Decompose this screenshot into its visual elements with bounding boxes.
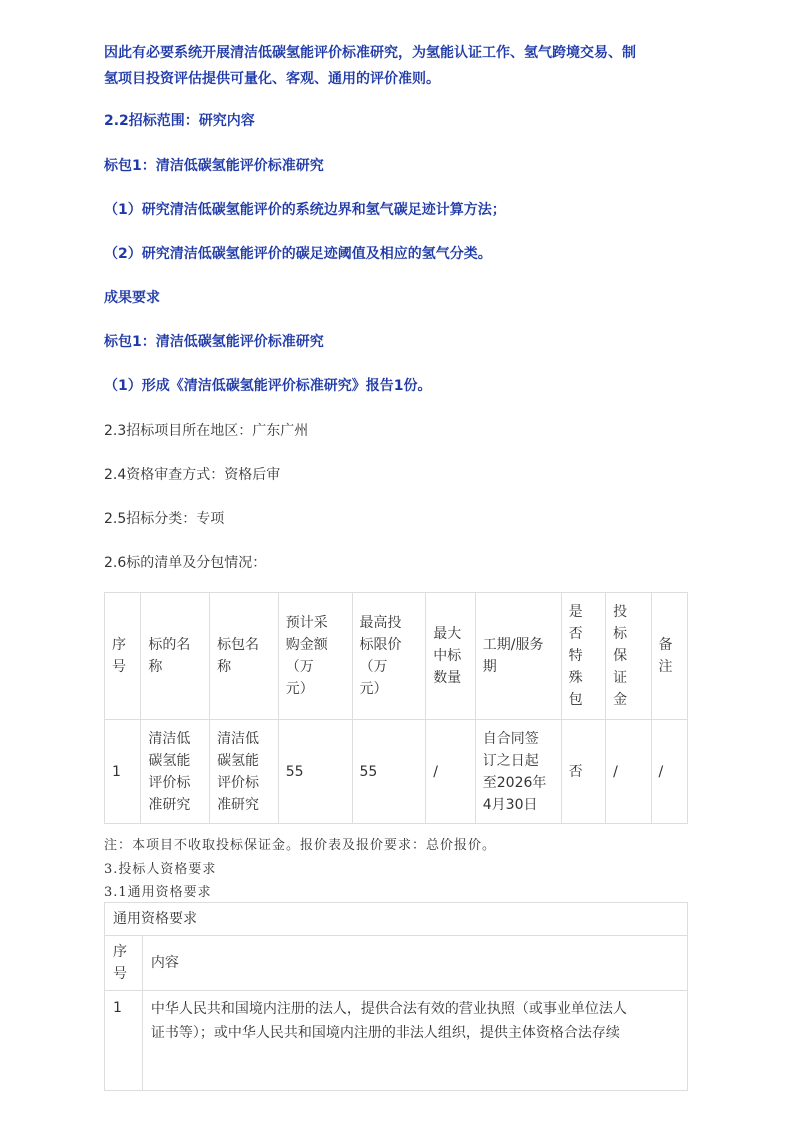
header-subject-name: 标的名 称 — [141, 593, 210, 720]
cell-service-period: 自合同签 订之日起 至2026年 4月30日 — [475, 720, 561, 824]
project-location: 2.3招标项目所在地区：广东广州 — [104, 423, 309, 439]
cell-seq: 1 — [105, 720, 141, 824]
header-service-period: 工期/服务 期 — [475, 593, 561, 720]
header-max-price: 最高投 标限价 （万 元） — [352, 593, 426, 720]
lot-list-heading: 2.6标的清单及分包情况： — [104, 555, 267, 571]
cell-bid-deposit: / — [606, 720, 651, 824]
intro-paragraph-line-2: 氢项目投资评估提供可量化、客观、通用的评价准则。 — [104, 71, 440, 87]
intro-paragraph-line-1: 因此有必要系统开展清洁低碳氢能评价标准研究，为氢能认证工作、氢气跨境交易、制 — [104, 45, 636, 61]
cell-max-lots: / — [426, 720, 476, 824]
header-budget: 预计采 购金额 （万 元） — [278, 593, 352, 720]
cell-max-price: 55 — [352, 720, 426, 824]
cell-remarks: / — [651, 720, 687, 824]
research-item-1: （1）研究清洁低碳氢能评价的系统边界和氢气碳足迹计算方法； — [104, 202, 506, 218]
header-special-lot: 是 否 特 殊 包 — [561, 593, 605, 720]
scope-heading: 2.2招标范围：研究内容 — [104, 113, 255, 129]
header-content: 内容 — [142, 936, 687, 991]
section-3-1-heading: 3.1通用资格要求 — [104, 885, 212, 900]
requirements-table — [104, 902, 688, 1091]
cell-seq: 1 — [105, 991, 143, 1091]
results-lot-heading: 标包1：清洁低碳氢能评价标准研究 — [104, 334, 324, 350]
cell-lot-name: 清洁低 碳氢能 评价标 准研究 — [210, 720, 279, 824]
header-seq: 序 号 — [105, 593, 141, 720]
results-heading: 成果要求 — [104, 290, 160, 306]
cell-subject-name: 清洁低 碳氢能 评价标 准研究 — [141, 720, 210, 824]
header-remarks: 备 注 — [651, 593, 687, 720]
lot-heading: 标包1：清洁低碳氢能评价标准研究 — [104, 158, 324, 174]
research-item-2: （2）研究清洁低碳氢能评价的碳足迹阈值及相应的氢气分类。 — [104, 246, 492, 262]
cell-special-lot: 否 — [561, 720, 605, 824]
table-note: 注：本项目不收取投标保证金。报价表及报价要求：总价报价。 — [104, 838, 497, 853]
lot-table — [104, 592, 688, 824]
header-lot-name: 标包名 称 — [210, 593, 279, 720]
cell-budget: 55 — [278, 720, 352, 824]
requirements-header-row — [105, 936, 688, 991]
requirements-title: 通用资格要求 — [105, 903, 688, 936]
section-3-heading: 3.投标人资格要求 — [104, 862, 217, 877]
header-max-lots: 最大 中标 数量 — [426, 593, 476, 720]
qualification-review: 2.4资格审查方式：资格后审 — [104, 467, 281, 483]
requirements-title-row — [105, 903, 688, 936]
header-seq: 序 号 — [105, 936, 143, 991]
header-bid-deposit: 投 标 保 证 金 — [606, 593, 651, 720]
lot-table-header-row — [105, 593, 688, 720]
result-item-1: （1）形成《清洁低碳氢能评价标准研究》报告1份。 — [104, 378, 432, 394]
table-row — [105, 991, 688, 1091]
cell-content: 中华人民共和国境内注册的法人，提供合法有效的营业执照（或事业单位法人 证书等）；或中华人民共和国境内注册的非法人组织，提供主体资格合法存续 — [142, 991, 687, 1091]
table-row — [105, 720, 688, 824]
tender-classification: 2.5招标分类：专项 — [104, 511, 225, 527]
